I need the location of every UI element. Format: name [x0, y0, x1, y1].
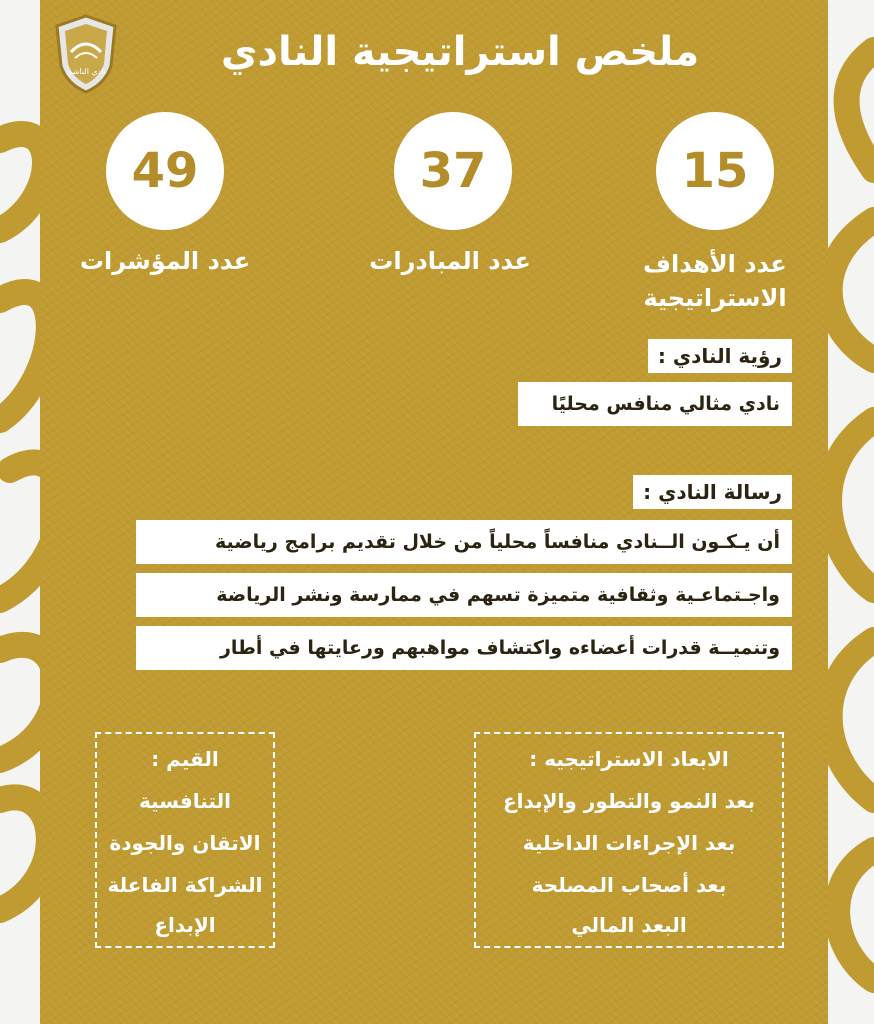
page-title: ملخص استراتيجية النادي	[220, 29, 700, 75]
stat-goals-value: 15	[656, 112, 774, 230]
mission-line-3: وتنميــة قدرات أعضاءه واكتشاف مواهبهم ورعايتها في أطار	[136, 626, 792, 670]
dimension-item: بعد النمو والتطور والإبداع	[503, 789, 755, 813]
mission-heading: رسالة النادي :	[633, 475, 792, 509]
stat-goals-label	[620, 247, 810, 315]
dimension-item: بعد أصحاب المصلحة	[531, 873, 727, 897]
club-logo	[55, 14, 117, 94]
value-item: الاتقان والجودة	[109, 831, 261, 855]
mission-line-1: أن يـكـون الــنادي منافساً محلياً من خلال تقديم برامج رياضية	[136, 520, 792, 564]
vision-text: نادي مثالي منافس محليًا	[518, 382, 792, 426]
stat-goals-label-line2: الاستراتيجية	[643, 284, 787, 312]
dimensions-box	[474, 732, 784, 948]
mission-line-2: واجـتماعـية وثقافية متميزة تسهم في ممارسة ونشر الرياضة	[136, 573, 792, 617]
dimensions-heading: الابعاد الاستراتيجيه :	[529, 747, 729, 771]
vision-heading: رؤية النادي :	[648, 339, 792, 373]
stat-goals-label-line1: عدد الأهداف	[643, 250, 787, 278]
stat-indicators-value: 49	[106, 112, 224, 230]
values-heading: القيم :	[151, 747, 219, 771]
value-item: التنافسية	[139, 789, 231, 813]
value-item: الشراكة الفاعلة	[107, 873, 263, 897]
dimension-item: بعد الإجراءات الداخلية	[522, 831, 736, 855]
stat-initiatives-value: 37	[394, 112, 512, 230]
stat-indicators-label: عدد المؤشرات	[79, 247, 251, 275]
stat-initiatives-label: عدد المبادرات	[369, 247, 531, 275]
values-box	[95, 732, 275, 948]
dimension-item: البعد المالي	[571, 913, 687, 937]
logo-text: نادي الناشئ	[66, 67, 106, 76]
value-item: الإبداع	[154, 913, 216, 937]
